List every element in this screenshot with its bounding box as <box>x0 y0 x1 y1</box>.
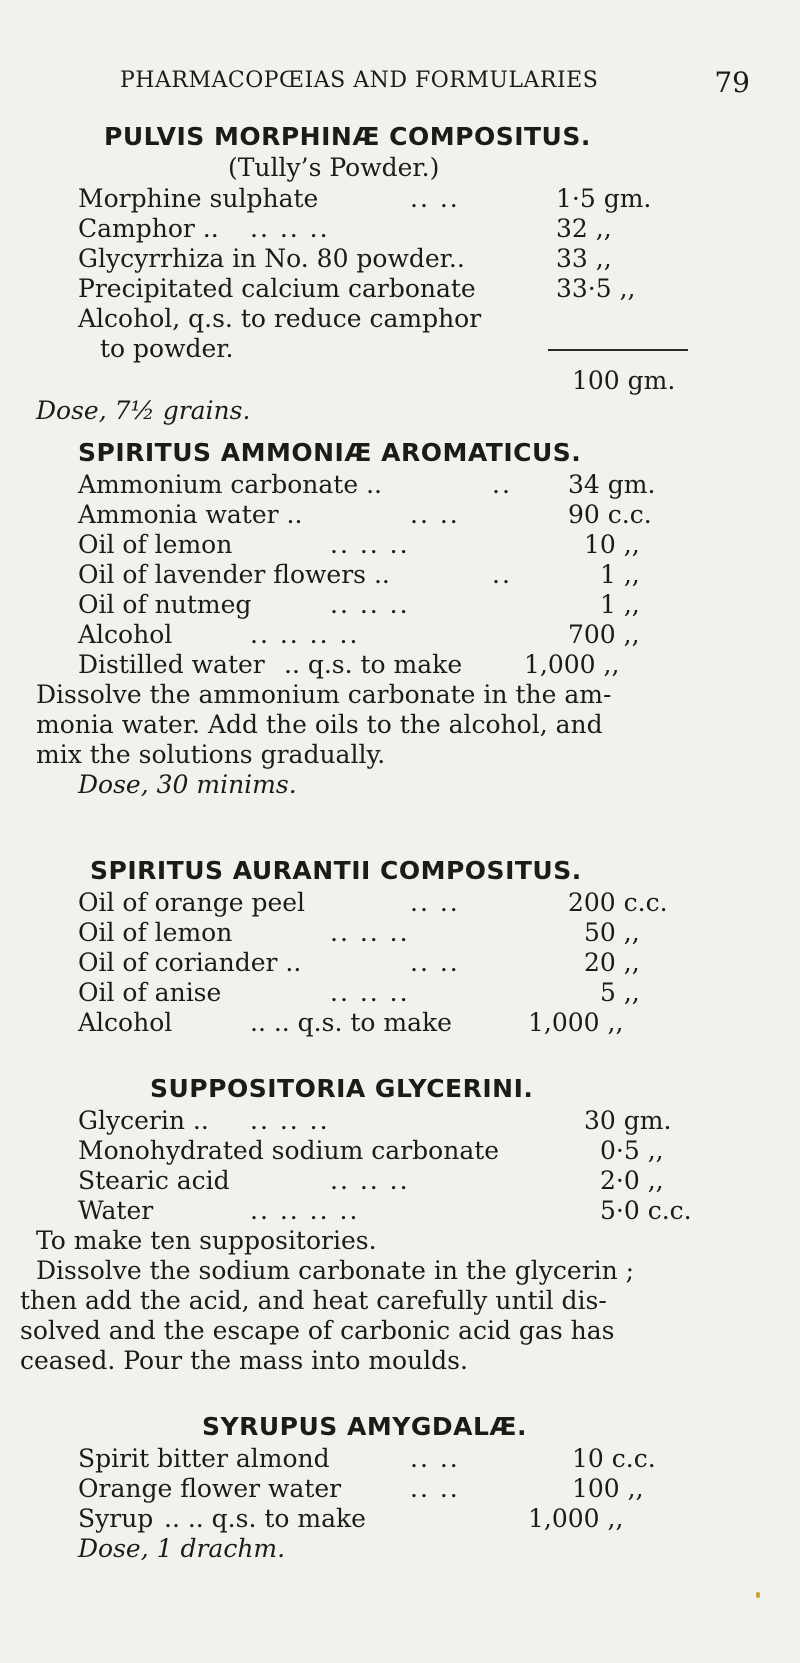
ingredient-name: Monohydrated sodium carbonate <box>78 1136 500 1165</box>
leader-dots: .. <box>492 560 512 589</box>
ingredient-name: Water <box>78 1196 154 1225</box>
leader-dots: .. .. .. <box>250 1106 330 1135</box>
dose-line: Dose, 30 minims. <box>78 770 297 799</box>
leader-dots: .. .. <box>410 1444 460 1473</box>
paper-speck <box>756 1592 760 1598</box>
leader-dots: .. .. <box>410 888 460 917</box>
leader-dots: .. .. q.s. to make <box>164 1504 366 1533</box>
ingredient-name: to powder. <box>100 334 234 363</box>
ingredient-amount: 33 ,, <box>556 244 612 273</box>
running-title: PHARMACOPŒIAS AND FORMULARIES <box>120 68 599 93</box>
leader-dots: .. .. q.s. to make <box>250 1008 452 1037</box>
ingredient-amount: 30 gm. <box>584 1106 672 1135</box>
leader-dots: .. .. .. .. <box>250 1196 360 1225</box>
ingredient-name: Stearic acid <box>78 1166 230 1195</box>
ingredient-amount: 90 c.c. <box>568 500 652 529</box>
ingredient-name: Oil of nutmeg <box>78 590 252 619</box>
ingredient-amount: 1 ,, <box>600 560 640 589</box>
ingredient-amount: 32 ,, <box>556 214 612 243</box>
ingredient-amount: 2·0 ,, <box>600 1166 664 1195</box>
section-title-pulvis: PULVIS MORPHINÆ COMPOSITUS. <box>104 122 591 151</box>
ingredient-name: Ammonium carbonate .. <box>78 470 382 499</box>
ingredient-name: Precipitated calcium carbonate <box>78 274 476 303</box>
ingredient-amount: 700 ,, <box>568 620 640 649</box>
ingredient-amount: 1,000 ,, <box>528 1504 624 1533</box>
section-title-spiritus-ammoniae: SPIRITUS AMMONIÆ AROMATICUS. <box>78 438 582 467</box>
ingredient-name: Oil of coriander .. <box>78 948 302 977</box>
ingredient-amount: 10 ,, <box>584 530 640 559</box>
leader-dots: .. .. .. <box>330 918 410 947</box>
ingredient-amount: 200 c.c. <box>568 888 668 917</box>
section-title-syrupus: SYRUPUS AMYGDALÆ. <box>202 1412 527 1441</box>
ingredient-amount: 5·0 c.c. <box>600 1196 692 1225</box>
leader-dots: .. .. .. <box>330 1166 410 1195</box>
total-rule <box>548 349 688 351</box>
leader-dots: .. .. <box>410 184 460 213</box>
leader-dots: .. .. <box>410 1474 460 1503</box>
leader-dots: .. q.s. to make <box>284 650 463 679</box>
instruction-line: monia water. Add the oils to the alcohol, and <box>36 710 603 739</box>
ingredient-name: Camphor .. <box>78 214 219 243</box>
ingredient-name: Distilled water <box>78 650 265 679</box>
instruction-line: solved and the escape of carbonic acid gas has <box>20 1316 615 1345</box>
ingredient-amount: 100 ,, <box>572 1474 644 1503</box>
instruction-line: ceased. Pour the mass into moulds. <box>20 1346 468 1375</box>
ingredient-name: Spirit bitter almond <box>78 1444 330 1473</box>
leader-dots: .. .. <box>410 948 460 977</box>
ingredient-name: Ammonia water .. <box>78 500 303 529</box>
ingredient-name: Alcohol <box>78 620 173 649</box>
total-amount: 100 gm. <box>572 366 676 395</box>
ingredient-amount: 0·5 ,, <box>600 1136 664 1165</box>
ingredient-name: Oil of anise <box>78 978 222 1007</box>
leader-dots: .. .. <box>410 500 460 529</box>
section-title-suppositoria: SUPPOSITORIA GLYCERINI. <box>150 1074 534 1103</box>
ingredient-name: Morphine sulphate <box>78 184 319 213</box>
instruction-line: Dissolve the ammonium carbonate in the am- <box>36 680 612 709</box>
ingredient-name: Oil of lavender flowers .. <box>78 560 390 589</box>
ingredient-name: Glycerin .. <box>78 1106 209 1135</box>
ingredient-name: Orange flower water <box>78 1474 342 1503</box>
leader-dots: .. .. .. <box>330 978 410 1007</box>
ingredient-amount: 34 gm. <box>568 470 656 499</box>
ingredient-amount: 1,000 ,, <box>524 650 620 679</box>
ingredient-name: Oil of lemon <box>78 918 233 947</box>
ingredient-amount: 20 ,, <box>584 948 640 977</box>
ingredient-amount: 50 ,, <box>584 918 640 947</box>
instruction-line: mix the solutions gradually. <box>36 740 386 769</box>
section-subtitle: (Tully’s Powder.) <box>228 153 440 182</box>
ingredient-name: Oil of lemon <box>78 530 233 559</box>
ingredient-amount: 1,000 ,, <box>528 1008 624 1037</box>
page-number: 79 <box>714 66 750 99</box>
instruction-line: Dissolve the sodium carbonate in the glycerin ; <box>36 1256 635 1285</box>
dose-line: Dose, 7½ grains. <box>36 396 251 425</box>
leader-dots: .. .. .. <box>330 530 410 559</box>
ingredient-amount: 10 c.c. <box>572 1444 656 1473</box>
ingredient-amount: 1·5 gm. <box>556 184 652 213</box>
yield-note: To make ten suppositories. <box>36 1226 377 1255</box>
instruction-line: then add the acid, and heat carefully until dis- <box>20 1286 607 1315</box>
ingredient-amount: 33·5 ,, <box>556 274 636 303</box>
running-header <box>120 66 750 100</box>
ingredient-name: Oil of orange peel <box>78 888 306 917</box>
leader-dots: .. .. .. <box>250 214 330 243</box>
ingredient-name: Syrup <box>78 1504 154 1533</box>
ingredient-name: Alcohol <box>78 1008 173 1037</box>
leader-dots: .. <box>492 470 512 499</box>
leader-dots: .. .. .. <box>330 590 410 619</box>
ingredient-amount: 5 ,, <box>600 978 640 1007</box>
ingredient-amount: 1 ,, <box>600 590 640 619</box>
ingredient-name: Alcohol, q.s. to reduce camphor <box>78 304 482 333</box>
dose-line: Dose, 1 drachm. <box>78 1534 286 1563</box>
ingredient-name: Glycyrrhiza in No. 80 powder.. <box>78 244 465 273</box>
leader-dots: .. .. .. .. <box>250 620 360 649</box>
section-title-spiritus-aurantii: SPIRITUS AURANTII COMPOSITUS. <box>90 856 582 885</box>
